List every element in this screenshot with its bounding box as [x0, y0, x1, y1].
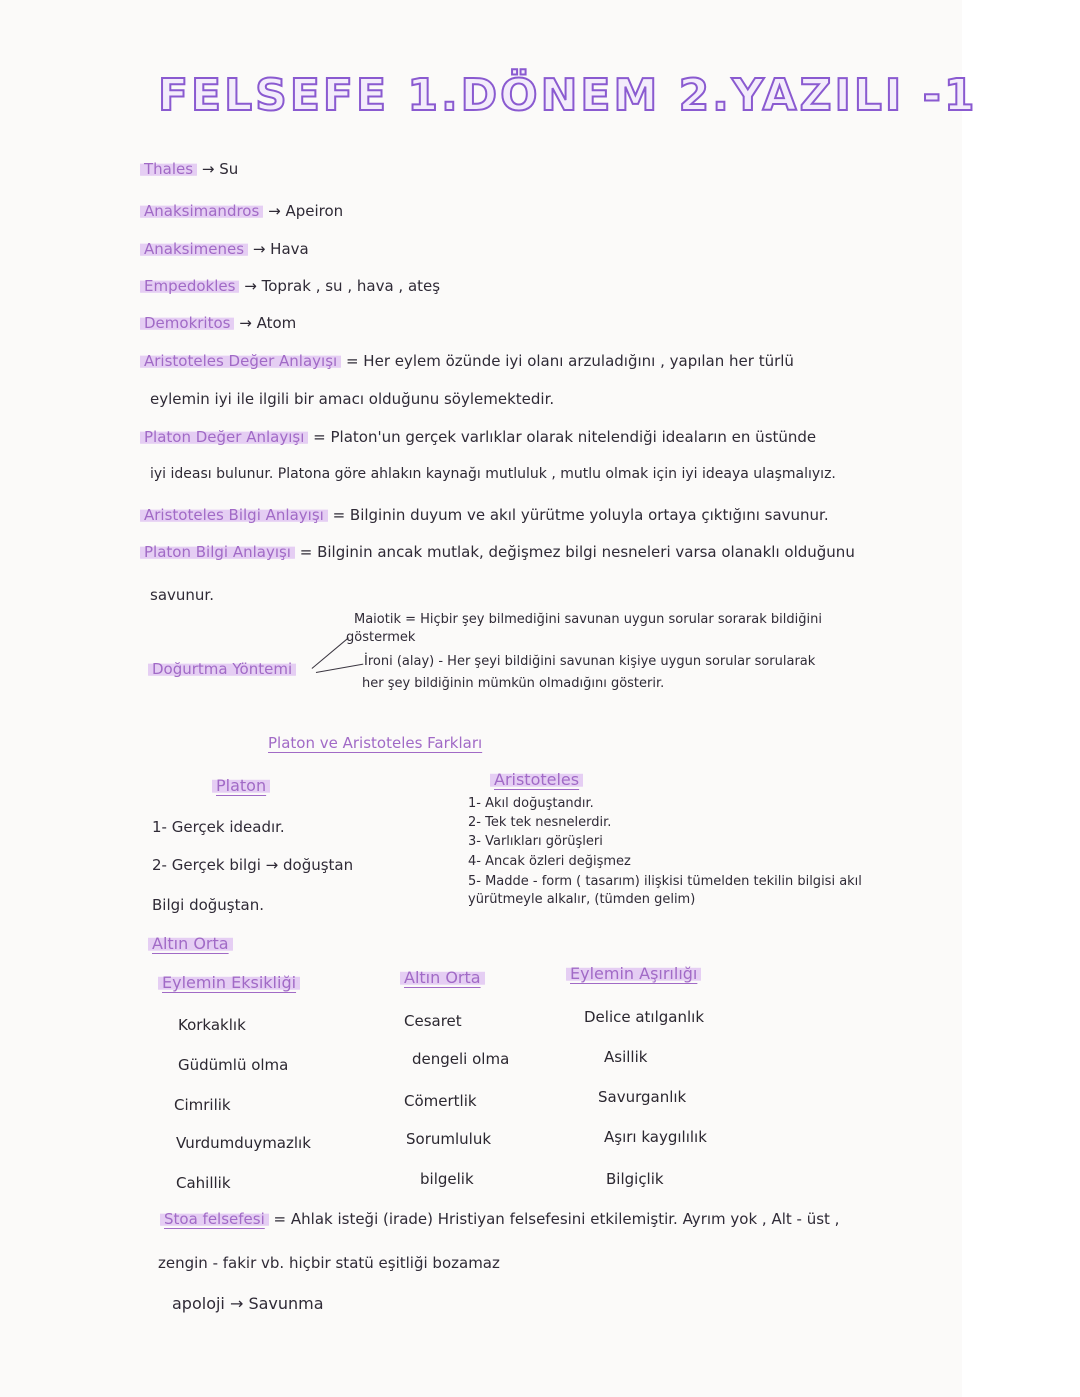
philosopher-name: Demokritos — [140, 314, 234, 332]
philosopher-name: Thales — [140, 160, 197, 178]
altin-cell: dengeli olma — [412, 1050, 510, 1068]
aristo-item: 4- Ancak özleri değişmez — [468, 854, 631, 869]
aristo-item: 5- Madde - form ( tasarım) ilişkisi tümelden tekilin bilgisi akıl — [468, 874, 862, 889]
stoa-term: Stoa felsefesi — [160, 1210, 269, 1228]
branch-arrow-up — [312, 637, 350, 669]
altin-cell: bilgelik — [420, 1170, 474, 1188]
arrow-glyph: → — [201, 160, 215, 178]
concept-text: = Platon'un gerçek varlıklar olarak nitelendiği ideaların en üstünde — [313, 428, 817, 446]
concept-text: = Her eylem özünde iyi olanı arzuladığını , yapılan her türlü — [345, 352, 794, 370]
concept-term: Aristoteles Değer Anlayışı — [140, 352, 341, 370]
altin-cell: Bilgiçlik — [606, 1170, 664, 1188]
concept-term: Aristoteles Bilgi Anlayışı — [140, 506, 328, 524]
maiotik-line-cont: göstermek — [346, 630, 416, 645]
aristo-item: 2- Tek tek nesnelerdir. — [468, 815, 612, 830]
concept-text: = Bilginin ancak mutlak, değişmez bilgi nesneleri varsa olanaklı olduğunu — [299, 543, 855, 561]
philosopher-row — [140, 277, 440, 295]
platon-item: 1- Gerçek ideadır. — [152, 818, 285, 836]
philosopher-value: Hava — [270, 240, 309, 258]
concept-platon-deger — [140, 428, 816, 446]
stoa-text: = Ahlak isteği (irade) Hristiyan felsefesini etkilemiştir. Ayrım yok , Alt - üst , — [273, 1210, 840, 1228]
comparison-title: Platon ve Aristoteles Farkları — [268, 734, 483, 752]
altin-cell: Asillik — [604, 1048, 648, 1066]
concept-text-cont: eylemin iyi ile ilgili bir amacı olduğunu söylemektedir. — [150, 390, 555, 408]
stoa-line-cont: zengin - fakir vb. hiçbir statü eşitliği bozamaz — [158, 1254, 500, 1272]
arrow-glyph: → — [239, 314, 252, 332]
platon-header: Platon — [212, 776, 270, 795]
aristo-header: Aristoteles — [490, 770, 583, 789]
altin-orta-title: Altın Orta — [148, 934, 233, 953]
altin-cell: Korkaklık — [178, 1016, 246, 1034]
arrow-glyph: → — [268, 202, 281, 220]
altin-header-asirilik: Eylemin Aşırılığı — [566, 964, 701, 983]
philosopher-row — [140, 160, 238, 178]
maiotik-line: Maiotik = Hiçbir şey bilmediğini savunan uygun sorular sorarak bildiğini — [354, 612, 822, 627]
altin-cell: Cesaret — [404, 1012, 462, 1030]
stoa-line — [160, 1210, 839, 1228]
platon-item: Bilgi doğuştan. — [152, 896, 264, 914]
platon-item: 2- Gerçek bilgi → doğuştan — [152, 856, 354, 874]
philosopher-value: Apeiron — [285, 202, 344, 220]
concept-text: = Bilginin duyum ve akıl yürütme yoluyla ortaya çıktığını savunur. — [332, 506, 829, 524]
aristo-item: 1- Akıl doğuştandır. — [468, 796, 594, 811]
page-edge — [962, 0, 1080, 1397]
philosopher-name: Anaksimandros — [140, 202, 263, 220]
dogurtma-label: Doğurtma Yöntemi — [148, 660, 296, 678]
altin-cell: Vurdumduymazlık — [176, 1134, 311, 1152]
altin-cell: Güdümlü olma — [178, 1056, 289, 1074]
concept-text-cont: savunur. — [150, 586, 214, 604]
philosopher-row — [140, 240, 309, 258]
philosopher-name: Anaksimenes — [140, 240, 248, 258]
altin-cell: Aşırı kaygılılık — [604, 1128, 707, 1146]
altin-cell: Savurganlık — [598, 1088, 687, 1106]
philosopher-name: Empedokles — [140, 277, 239, 295]
altin-header-eksiklik: Eylemin Eksikliği — [158, 973, 300, 992]
concept-platon-bilgi — [140, 543, 855, 561]
arrow-glyph: → — [252, 240, 266, 258]
altin-cell: Delice atılganlık — [584, 1008, 705, 1026]
altin-header-orta: Altın Orta — [400, 968, 485, 987]
philosopher-value: Su — [219, 160, 239, 178]
page-title: FELSEFE 1.DÖNEM 2.YAZILI -1 — [158, 70, 978, 121]
concept-term: Platon Bilgi Anlayışı — [140, 543, 295, 561]
ironi-line-cont: her şey bildiğinin mümkün olmadığını gösterir. — [362, 676, 665, 691]
altin-cell: Cimrilik — [174, 1096, 231, 1114]
arrow-glyph: → — [244, 277, 257, 295]
aristo-item: yürütmeyle alkalır, (tümden gelim) — [468, 892, 696, 907]
philosopher-row — [140, 202, 343, 220]
concept-text-cont: iyi ideası bulunur. Platona göre ahlakın kaynağı mutluluk , mutlu olmak için iyi ideaya ulaşmalıyız. — [150, 466, 836, 482]
apoloji-line: apoloji → Savunma — [172, 1294, 324, 1313]
philosopher-value: Atom — [256, 314, 297, 332]
concept-aristo-deger — [140, 352, 794, 370]
branch-arrow-down — [316, 664, 364, 674]
philosopher-row — [140, 314, 296, 332]
concept-term: Platon Değer Anlayışı — [140, 428, 308, 446]
altin-cell: Sorumluluk — [406, 1130, 492, 1148]
concept-aristo-bilgi — [140, 506, 829, 524]
philosopher-value: Toprak , su , hava , ateş — [261, 277, 441, 295]
ironi-line: İroni (alay) - Her şeyi bildiğini savunan kişiye uygun sorular sorularak — [364, 654, 816, 669]
aristo-item: 3- Varlıkları görüşleri — [468, 834, 603, 849]
altin-cell: Cahillik — [176, 1174, 231, 1192]
altin-cell: Cömertlik — [404, 1092, 477, 1110]
